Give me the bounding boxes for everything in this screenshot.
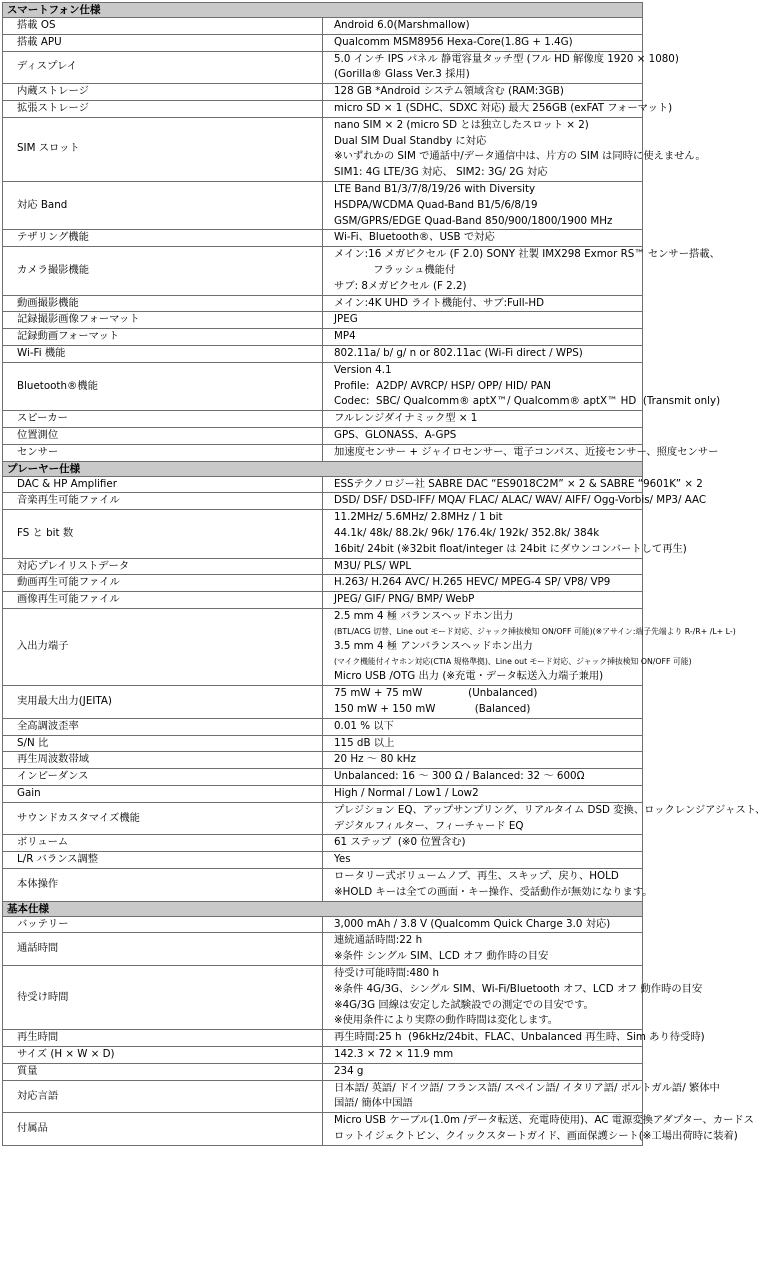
spec-value-line: 150 mW + 150 mW (Balanced) (334, 703, 531, 716)
spec-label: 全高調波歪率 (3, 718, 323, 735)
spec-value-line: 加速度センサー + ジャイロセンサー、電子コンパス、近接センサー、照度センサー (334, 445, 719, 458)
spec-value (323, 427, 643, 444)
spec-label: 画像再生可能ファイル (3, 592, 323, 609)
spec-value-line: Unbalanced: 16 ～ 300 Ω / Balanced: 32 ～ 600Ω (334, 770, 585, 783)
section-title: スマートフォン仕様 (3, 3, 643, 18)
spec-value-line: サブ: 8メガピクセル (F 2.2) (334, 279, 467, 292)
spec-value (323, 362, 721, 410)
spec-row (3, 558, 643, 575)
spec-row (3, 1030, 643, 1047)
spec-label: サウンドカスタマイズ機能 (3, 802, 323, 835)
spec-value (323, 786, 643, 803)
spec-label: 実用最大出力(JEITA) (3, 686, 323, 719)
spec-value-line: JPEG (334, 313, 358, 326)
spec-row (3, 18, 643, 35)
spec-value (323, 34, 643, 51)
spec-row (3, 752, 643, 769)
spec-value-line: Profile: A2DP/ AVRCP/ HSP/ OPP/ HID/ PAN (334, 379, 551, 392)
spec-label: 対応プレイリストデータ (3, 558, 323, 575)
spec-label: DAC & HP Amplifier (3, 476, 323, 493)
spec-value-line: 802.11a/ b/ g/ n or 802.11ac (Wi-Fi direct / WPS) (334, 346, 583, 359)
spec-value (323, 329, 643, 346)
spec-value (323, 769, 643, 786)
spec-label: 入出力端子 (3, 608, 323, 685)
spec-label: 位置測位 (3, 427, 323, 444)
spec-value (323, 752, 643, 769)
spec-label: 音楽再生可能ファイル (3, 493, 323, 510)
section-title: 基本仕様 (3, 901, 643, 916)
spec-value (323, 835, 643, 852)
spec-value-line: 5.0 インチ IPS パネル 静電容量タッチ型 (フル HD 解像度 1920 × 1080) (334, 52, 679, 65)
spec-value-line: ロータリー式ボリュームノブ、再生、スキップ、戻り、HOLD (334, 870, 619, 883)
spec-label: FS と bit 数 (3, 510, 323, 558)
spec-label: S/N 比 (3, 735, 323, 752)
section-header (3, 3, 643, 18)
spec-value-line: 連続通話時間:22 h (334, 934, 423, 947)
spec-label: Bluetooth®機能 (3, 362, 323, 410)
spec-row (3, 181, 643, 229)
spec-value (323, 444, 719, 461)
spec-label: 通話時間 (3, 933, 323, 966)
spec-row (3, 34, 643, 51)
spec-row (3, 1080, 643, 1113)
spec-value-line: M3U/ PLS/ WPL (334, 559, 412, 572)
spec-label: 拡張ストレージ (3, 100, 323, 117)
spec-label: 搭載 APU (3, 34, 323, 51)
spec-label: 待受け時間 (3, 966, 323, 1030)
spec-label: 搭載 OS (3, 18, 323, 35)
spec-value-line: GSM/GPRS/EDGE Quad-Band 850/900/1800/1900 MHz (334, 214, 613, 227)
spec-row (3, 769, 643, 786)
spec-row (3, 295, 643, 312)
spec-row (3, 247, 643, 295)
spec-row (3, 510, 643, 558)
spec-value-line: JPEG/ GIF/ PNG/ BMP/ WebP (334, 593, 475, 606)
spec-value (323, 18, 643, 35)
spec-value-line: GPS、GLONASS、A-GPS (334, 428, 457, 441)
spec-row (3, 1047, 643, 1064)
spec-value-line: Android 6.0(Marshmallow) (334, 19, 470, 31)
spec-value-line: ※いずれかの SIM で通話中/データ通信中は、片方の SIM は同時に使えません。 (334, 150, 706, 163)
spec-value (323, 117, 706, 181)
spec-value (323, 735, 643, 752)
spec-value-line: Yes (334, 853, 351, 866)
spec-row (3, 100, 643, 117)
spec-value (323, 1063, 643, 1080)
spec-label: バッテリー (3, 916, 323, 933)
spec-value (323, 295, 643, 312)
spec-value-line: Wi-Fi、Bluetooth®、USB で対応 (334, 231, 495, 244)
spec-row (3, 84, 643, 101)
spec-label: Wi-Fi 機能 (3, 345, 323, 362)
section-header (3, 461, 643, 476)
spec-value-line: 日本語/ 英語/ ドイツ語/ フランス語/ スペイン語/ イタリア語/ ポルトガル語/ 繁体中 (334, 1081, 720, 1094)
spec-value (323, 1030, 705, 1047)
spec-row (3, 933, 643, 966)
spec-label: センサー (3, 444, 323, 461)
spec-value-line: micro SD × 1 (SDHC、SDXC 対応) 最大 256GB (exFAT フォーマット) (334, 101, 673, 114)
spec-value-line: (マイク機能付イヤホン対応(CTIA 規格準拠)、Line out モード対応、ジャック挿抜検知 ON/OFF 可能) (334, 656, 692, 666)
spec-value (323, 933, 643, 966)
spec-row (3, 493, 643, 510)
spec-label: 再生周波数帯域 (3, 752, 323, 769)
spec-value-line: 3,000 mAh / 3.8 V (Qualcomm Quick Charge 3.0 対応) (334, 917, 611, 930)
spec-value (323, 510, 687, 558)
spec-row (3, 312, 643, 329)
spec-row (3, 869, 643, 902)
spec-value (323, 84, 643, 101)
spec-value-line: ※条件 シングル SIM、LCD オフ 動作時の目安 (334, 950, 549, 963)
spec-row (3, 476, 643, 493)
spec-row (3, 735, 643, 752)
spec-value (323, 247, 720, 295)
spec-value-line: Version 4.1 (334, 363, 392, 376)
spec-value (323, 476, 703, 493)
spec-label: Gain (3, 786, 323, 803)
spec-value (323, 686, 643, 719)
spec-label: ボリューム (3, 835, 323, 852)
spec-label: 質量 (3, 1063, 323, 1080)
spec-row (3, 916, 643, 933)
spec-value-line: Qualcomm MSM8956 Hexa-Core(1.8G + 1.4G) (334, 35, 573, 48)
spec-value (323, 575, 643, 592)
spec-value-line: H.263/ H.264 AVC/ H.265 HEVC/ MPEG-4 SP/ VP8/ VP9 (334, 576, 611, 589)
spec-row (3, 852, 643, 869)
spec-label: ディスプレイ (3, 51, 323, 84)
spec-value-line: 234 g (334, 1064, 364, 1077)
spec-value (323, 1080, 720, 1113)
spec-value-line: 待受け可能時間:480 h (334, 967, 439, 980)
spec-value-line: メイン:4K UHD ライト機能付、サブ:Full-HD (334, 296, 545, 309)
spec-value (323, 802, 765, 835)
spec-value (323, 869, 653, 902)
spec-value (323, 966, 703, 1030)
spec-value-line: 20 Hz ～ 80 kHz (334, 753, 416, 766)
spec-value-line: Dual SIM Dual Standby に対応 (334, 134, 487, 147)
spec-label: テザリング機能 (3, 230, 323, 247)
spec-value-line: Micro USB /OTG 出力 (※充電・データ転送入力端子兼用) (334, 670, 604, 683)
spec-value-line: ※4G/3G 回線は安定した試験設での測定での目安です。 (334, 998, 594, 1011)
spec-row (3, 230, 643, 247)
spec-value (323, 493, 707, 510)
spec-value-line: 61 ステップ (※0 位置含む) (334, 836, 466, 849)
spec-row (3, 592, 643, 609)
spec-value-line: 115 dB 以上 (334, 736, 395, 749)
spec-value (323, 592, 643, 609)
spec-value (323, 608, 736, 685)
spec-row (3, 786, 643, 803)
spec-value-line: ※条件 4G/3G、シングル SIM、Wi-Fi/Bluetooth オフ、LCD オフ 動作時の目安 (334, 982, 703, 995)
spec-label: 付属品 (3, 1113, 323, 1146)
spec-row (3, 966, 643, 1030)
spec-row (3, 608, 643, 685)
spec-label: 内蔵ストレージ (3, 84, 323, 101)
spec-value-line: LTE Band B1/3/7/8/19/26 with Diversity (334, 182, 536, 195)
spec-value-line: 44.1k/ 48k/ 88.2k/ 96k/ 176.4k/ 192k/ 352.8k/ 384k (334, 526, 600, 539)
spec-value (323, 718, 643, 735)
spec-table-body (3, 3, 765, 1146)
spec-value-line: ※使用条件により実際の動作時間は変化します。 (334, 1014, 559, 1027)
spec-label: 対応 Band (3, 181, 323, 229)
spec-label: 対応言語 (3, 1080, 323, 1113)
spec-label: 記録撮影画像フォーマット (3, 312, 323, 329)
spec-value-line: フルレンジダイナミック型 × 1 (334, 412, 478, 425)
spec-value (323, 312, 643, 329)
spec-value-line: SIM1: 4G LTE/3G 対応、 SIM2: 3G/ 2G 対応 (334, 166, 548, 179)
spec-value-line: デジタルフィルター、フィーチャード EQ (334, 819, 524, 832)
spec-value-line: 2.5 mm 4 極 バランスヘッドホン出力 (334, 609, 514, 622)
spec-label: サイズ (H × W × D) (3, 1047, 323, 1064)
spec-value-line: メイン:16 メガピクセル (F 2.0) SONY 社製 IMX298 Exmor RS™ センサー搭載、 (334, 248, 720, 261)
spec-value (323, 181, 643, 229)
spec-row (3, 329, 643, 346)
spec-value-line: Codec: SBC/ Qualcomm® aptX™/ Qualcomm® aptX™ HD (Transmit only) (334, 395, 721, 408)
spec-value-line: Micro USB ケーブル(1.0m /データ転送、充電時使用)、AC 電源変換アダプター、カードス (334, 1114, 754, 1127)
spec-row (3, 802, 643, 835)
spec-label: SIM スロット (3, 117, 323, 181)
spec-value-line: ※HOLD キーは全ての画面・キー操作、受話動作が無効になります。 (334, 885, 653, 898)
spec-value (323, 411, 643, 428)
spec-row (3, 575, 643, 592)
spec-value-line: 3.5 mm 4 極 アンバランスヘッドホン出力 (334, 640, 533, 653)
spec-row (3, 362, 643, 410)
spec-row (3, 345, 643, 362)
spec-value-line: (BTL/ACG 切替、Line out モード対応、ジャック挿抜検知 ON/OFF 可能)(※アサイン:端子先端より R-/R+ /L+ L-) (334, 626, 736, 636)
spec-value-line: nano SIM × 2 (micro SD とは独立したスロット × 2) (334, 118, 589, 131)
spec-value-line: 11.2MHz/ 5.6MHz/ 2.8MHz / 1 bit (334, 511, 503, 524)
spec-value (323, 100, 673, 117)
spec-label: 動画撮影機能 (3, 295, 323, 312)
spec-value-line: MP4 (334, 330, 356, 343)
spec-value-line: HSDPA/WCDMA Quad-Band B1/5/6/8/19 (334, 198, 538, 211)
spec-value (323, 558, 643, 575)
spec-row (3, 1113, 643, 1146)
section-header (3, 901, 643, 916)
spec-row (3, 835, 643, 852)
spec-value-line: ESSテクノロジー社 SABRE DAC “ES9018C2M” × 2 & SABRE “9601K” × 2 (334, 477, 703, 490)
spec-value-line: ロットイジェクトピン、クイックスタートガイド、画面保護シート(※工場出荷時に装着) (334, 1130, 738, 1142)
spec-value-line: 75 mW + 75 mW (Unbalanced) (334, 687, 538, 700)
spec-value-line: High / Normal / Low1 / Low2 (334, 787, 479, 800)
spec-value-line: 再生時間:25 h (96kHz/24bit、FLAC、Unbalanced 再生時、Sim あり待受時) (334, 1031, 705, 1044)
spec-value (323, 1047, 643, 1064)
spec-row (3, 427, 643, 444)
spec-value (323, 852, 643, 869)
spec-value-line: (Gorilla® Glass Ver.3 採用) (334, 68, 470, 81)
spec-label: 記録動画フォーマット (3, 329, 323, 346)
spec-label: L/R バランス調整 (3, 852, 323, 869)
section-title: プレーヤー仕様 (3, 461, 643, 476)
spec-row (3, 1063, 643, 1080)
spec-value (323, 345, 643, 362)
spec-row (3, 117, 643, 181)
spec-row (3, 686, 643, 719)
spec-row (3, 444, 643, 461)
spec-row (3, 51, 643, 84)
spec-label: 本体操作 (3, 869, 323, 902)
spec-value-line: 16bit/ 24bit (※32bit float/integer は 24bit にダウンコンバートして再生) (334, 542, 687, 555)
spec-label: 動画再生可能ファイル (3, 575, 323, 592)
spec-value (323, 916, 643, 933)
spec-value-line: プレジション EQ、アップサンプリング、リアルタイム DSD 変換、ロックレンジアジャスト、 (334, 803, 765, 816)
spec-value (323, 1113, 754, 1146)
spec-value (323, 230, 643, 247)
spec-value-line: 0.01 % 以下 (334, 719, 394, 732)
spec-value-line: 128 GB *Android システム領域含む (RAM:3GB) (334, 85, 564, 98)
spec-label: カメラ撮影機能 (3, 247, 323, 295)
spec-value (323, 51, 679, 84)
spec-value-line: フラッシュ機能付 (334, 263, 456, 276)
spec-value-line: DSD/ DSF/ DSD-IFF/ MQA/ FLAC/ ALAC/ WAV/ AIFF/ Ogg-Vorbis/ MP3/ AAC (334, 494, 707, 507)
spec-label: インピーダンス (3, 769, 323, 786)
spec-label: スピーカー (3, 411, 323, 428)
spec-value-line: 国語/ 簡体中国語 (334, 1097, 413, 1110)
spec-value-line: 142.3 × 72 × 11.9 mm (334, 1048, 454, 1061)
spec-label: 再生時間 (3, 1030, 323, 1047)
spec-table (2, 2, 765, 1146)
spec-row (3, 411, 643, 428)
spec-row (3, 718, 643, 735)
